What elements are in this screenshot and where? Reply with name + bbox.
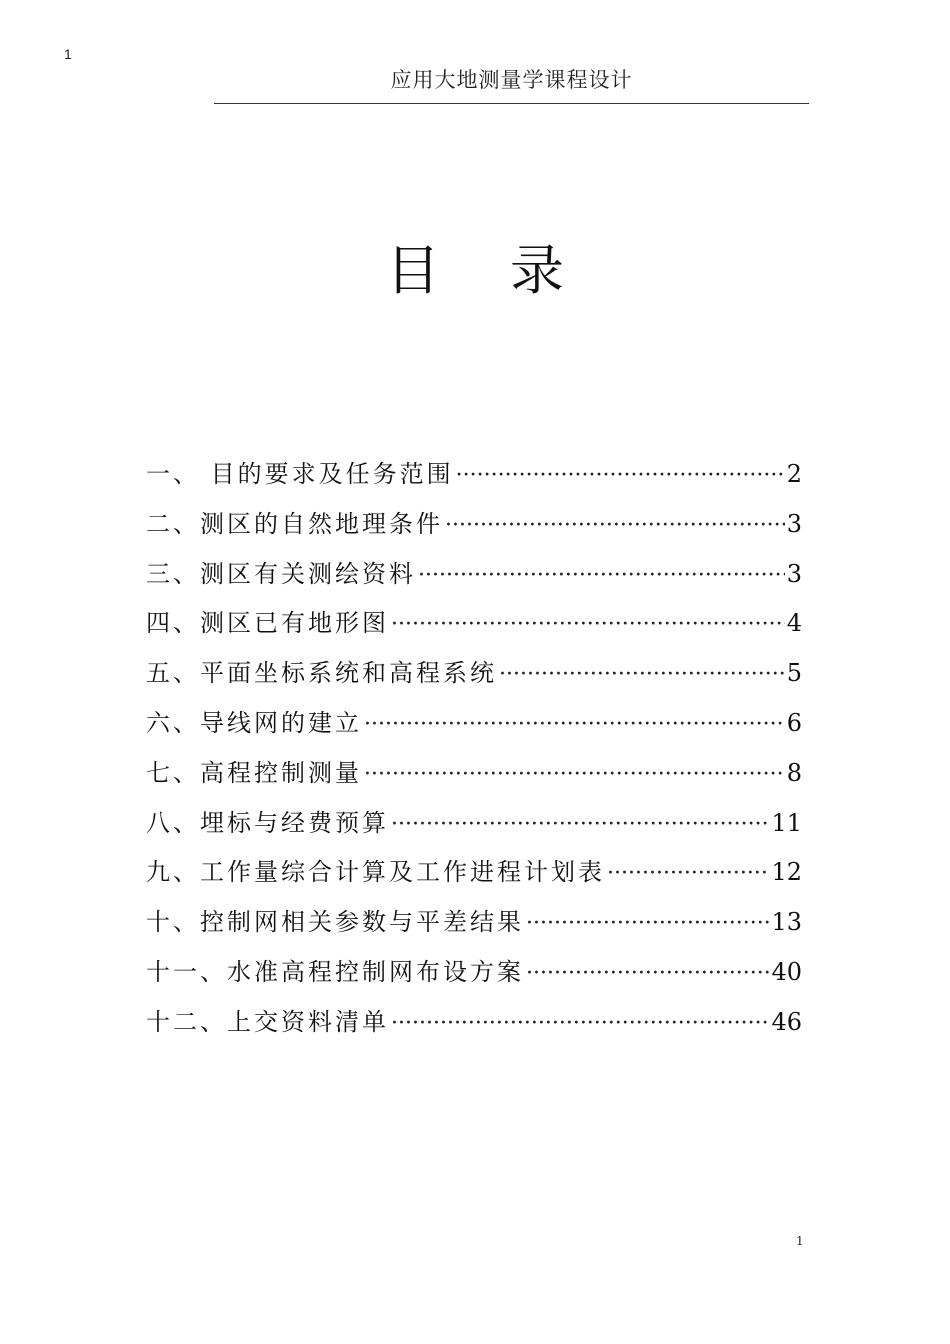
toc-entry[interactable] — [146, 653, 802, 703]
toc-dot-leader — [445, 513, 785, 538]
toc-entry[interactable] — [146, 703, 802, 753]
toc-entry[interactable] — [146, 952, 802, 1002]
toc-entry-title: 一、 目的要求及任务范围 — [146, 460, 454, 488]
footer-page-number: 1 — [796, 1234, 804, 1248]
toc-entry[interactable] — [146, 454, 802, 504]
toc-entry-page: 6 — [786, 708, 802, 737]
toc-dot-leader — [499, 662, 785, 687]
toc-entry-title: 七、高程控制测量 — [146, 758, 362, 787]
header-divider — [214, 103, 809, 104]
toc-entry-title: 九、工作量综合计算及工作进程计划表 — [146, 858, 605, 887]
toc-entry-page: 46 — [771, 1007, 802, 1036]
toc-dot-leader — [364, 762, 785, 787]
toc-entry[interactable] — [146, 852, 802, 902]
toc-entry-title: 二、测区的自然地理条件 — [146, 509, 443, 538]
toc-entry[interactable] — [146, 803, 802, 853]
toc-entry-page: 8 — [786, 758, 802, 787]
toc-entry[interactable] — [146, 1002, 802, 1052]
toc-entry[interactable] — [146, 554, 802, 604]
toc-entry-title: 十、控制网相关参数与平差结果 — [146, 908, 524, 937]
toc-entry-title: 八、埋标与经费预算 — [146, 808, 389, 837]
toc-entry-title: 十二、上交资料清单 — [146, 1007, 389, 1036]
toc-entry[interactable] — [146, 504, 802, 554]
toc-entry-page: 3 — [786, 509, 802, 538]
toc-dot-leader — [391, 1011, 769, 1036]
toc-entry-title: 五、平面坐标系统和高程系统 — [146, 659, 497, 688]
toc-dot-leader — [456, 463, 785, 488]
running-header-title: 应用大地测量学课程设计 — [390, 68, 633, 92]
toc-dot-leader — [526, 911, 769, 936]
toc-entry-title: 四、测区已有地形图 — [146, 609, 389, 638]
toc-entry[interactable] — [146, 902, 802, 952]
toc-entry-page: 11 — [771, 808, 802, 837]
toc-dot-leader — [418, 563, 785, 588]
toc-entry-page: 12 — [771, 858, 802, 887]
toc-entry-title: 六、导线网的建立 — [146, 708, 362, 737]
corner-page-number: 1 — [64, 46, 72, 62]
toc-dot-leader — [607, 861, 769, 886]
toc-entry-page: 2 — [786, 460, 802, 488]
toc-heading: 目录 — [386, 239, 634, 302]
toc-dot-leader — [526, 961, 769, 986]
toc-entry-page: 5 — [786, 659, 802, 688]
toc-dot-leader — [364, 712, 785, 737]
toc-entry-page: 13 — [771, 908, 802, 937]
toc-dot-leader — [391, 812, 769, 837]
table-of-contents — [146, 454, 802, 1052]
toc-entry[interactable] — [146, 603, 802, 653]
toc-entry-page: 40 — [771, 957, 802, 986]
toc-dot-leader — [391, 612, 785, 637]
toc-entry-title: 十一、水准高程控制网布设方案 — [146, 957, 524, 986]
toc-entry-title: 三、测区有关测绘资料 — [146, 559, 416, 588]
toc-entry-page: 4 — [786, 609, 802, 638]
toc-entry[interactable] — [146, 753, 802, 803]
toc-entry-page: 3 — [786, 559, 802, 588]
